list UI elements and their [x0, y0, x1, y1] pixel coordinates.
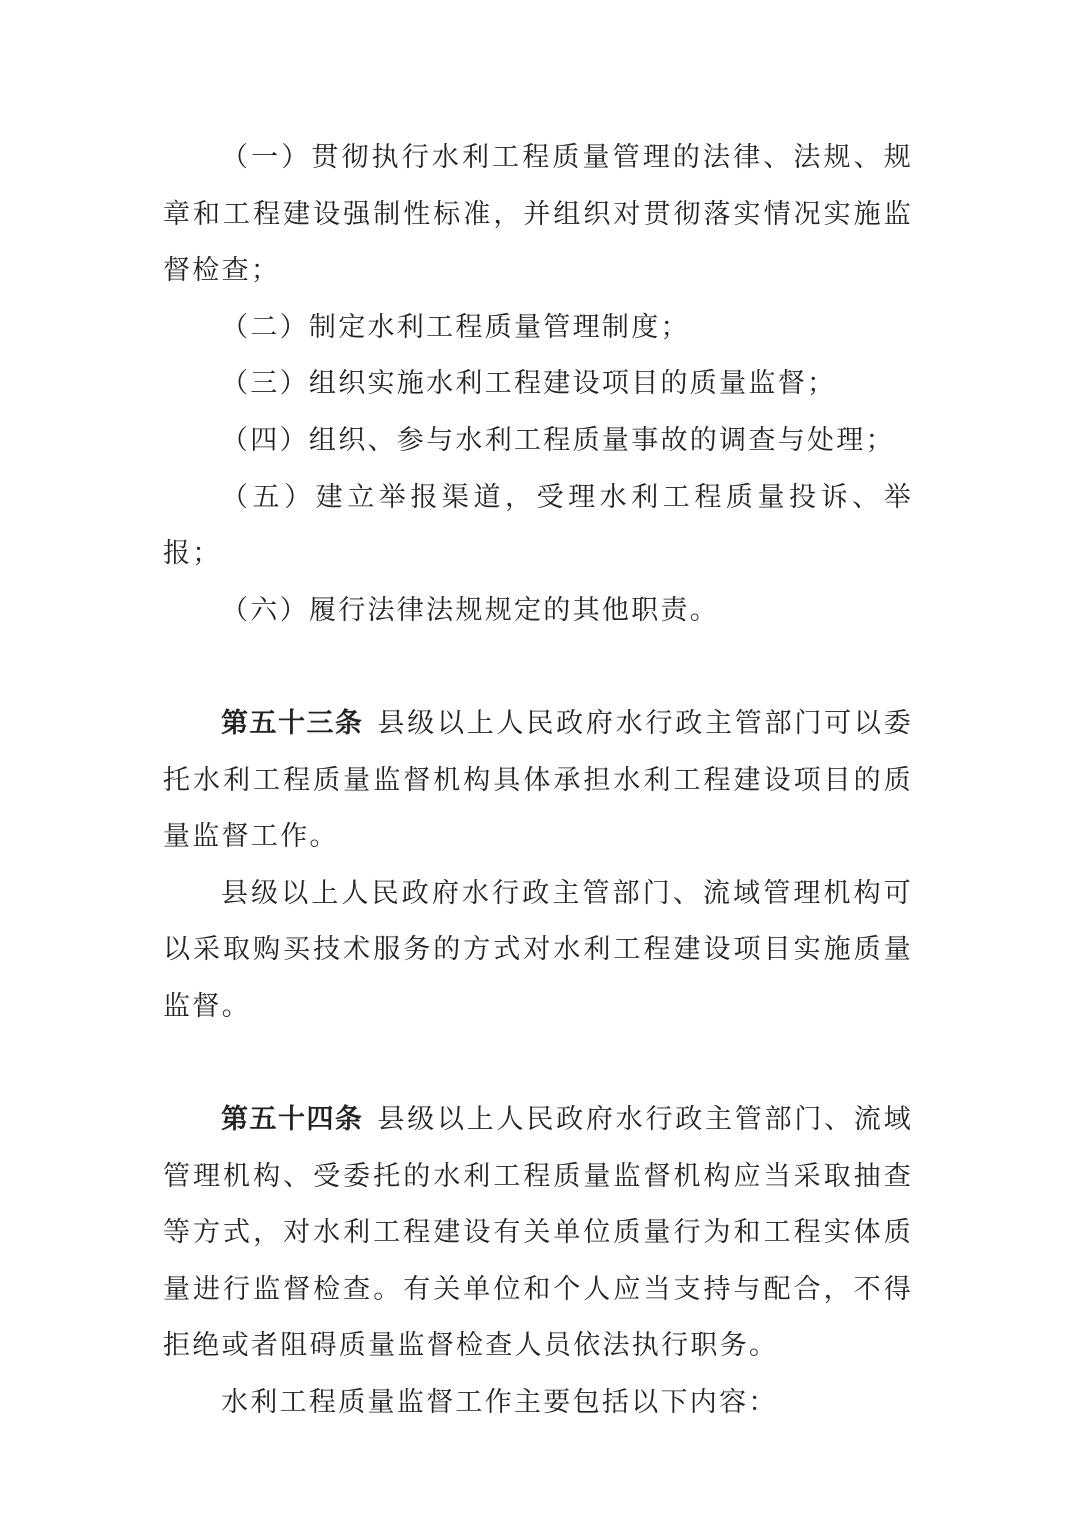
duty-item-2: （二）制定水利工程质量管理制度； — [221, 311, 690, 343]
duty-item-4: （四）组织、参与水利工程质量事故的调查与处理； — [221, 424, 895, 456]
article-54-text-1: 县级以上人民政府水行政主管部门、流域管理机构、受委托的水利工程质量监督机构应当采取抽查等方式，对水利工程建设有关单位质量行为和工程实体质量进行监督检查。有关单位和个人应当支持与配合，不得拒绝或者阻碍质量监督检查人员依法执行职务。 — [163, 1104, 914, 1362]
duty-item-5: （五）建立举报渠道，受理水利工程质量投诉、举报； — [163, 481, 913, 570]
article-53-text-1: 县级以上人民政府水行政主管部门可以委托水利工程质量监督机构具体承担水利工程建设项目的质量监督工作。 — [163, 707, 914, 853]
article-54-paragraph-1 — [163, 1092, 913, 1375]
duty-item-3: （三）组织实施水利工程建设项目的质量监督； — [221, 368, 837, 400]
article-54-paragraph-2: 水利工程质量监督工作主要包括以下内容： — [221, 1387, 778, 1419]
section-gap — [163, 1036, 913, 1093]
article-54-number: 第五十四条 — [221, 1104, 364, 1136]
document-body — [163, 130, 913, 1432]
section-gap — [163, 639, 913, 696]
article-53-paragraph-1 — [163, 696, 913, 866]
article-53-number: 第五十三条 — [221, 707, 364, 739]
duty-item-1: （一）贯彻执行水利工程质量管理的法律、法规、规章和工程建设强制性标准，并组织对贯彻落实情况实施监督检查； — [163, 142, 913, 287]
article-53-paragraph-2: 县级以上人民政府水行政主管部门、流域管理机构可以采取购买技术服务的方式对水利工程建设项目实施质量监督。 — [163, 877, 913, 1022]
duty-item-6: （六）履行法律法规规定的其他职责。 — [221, 594, 720, 626]
